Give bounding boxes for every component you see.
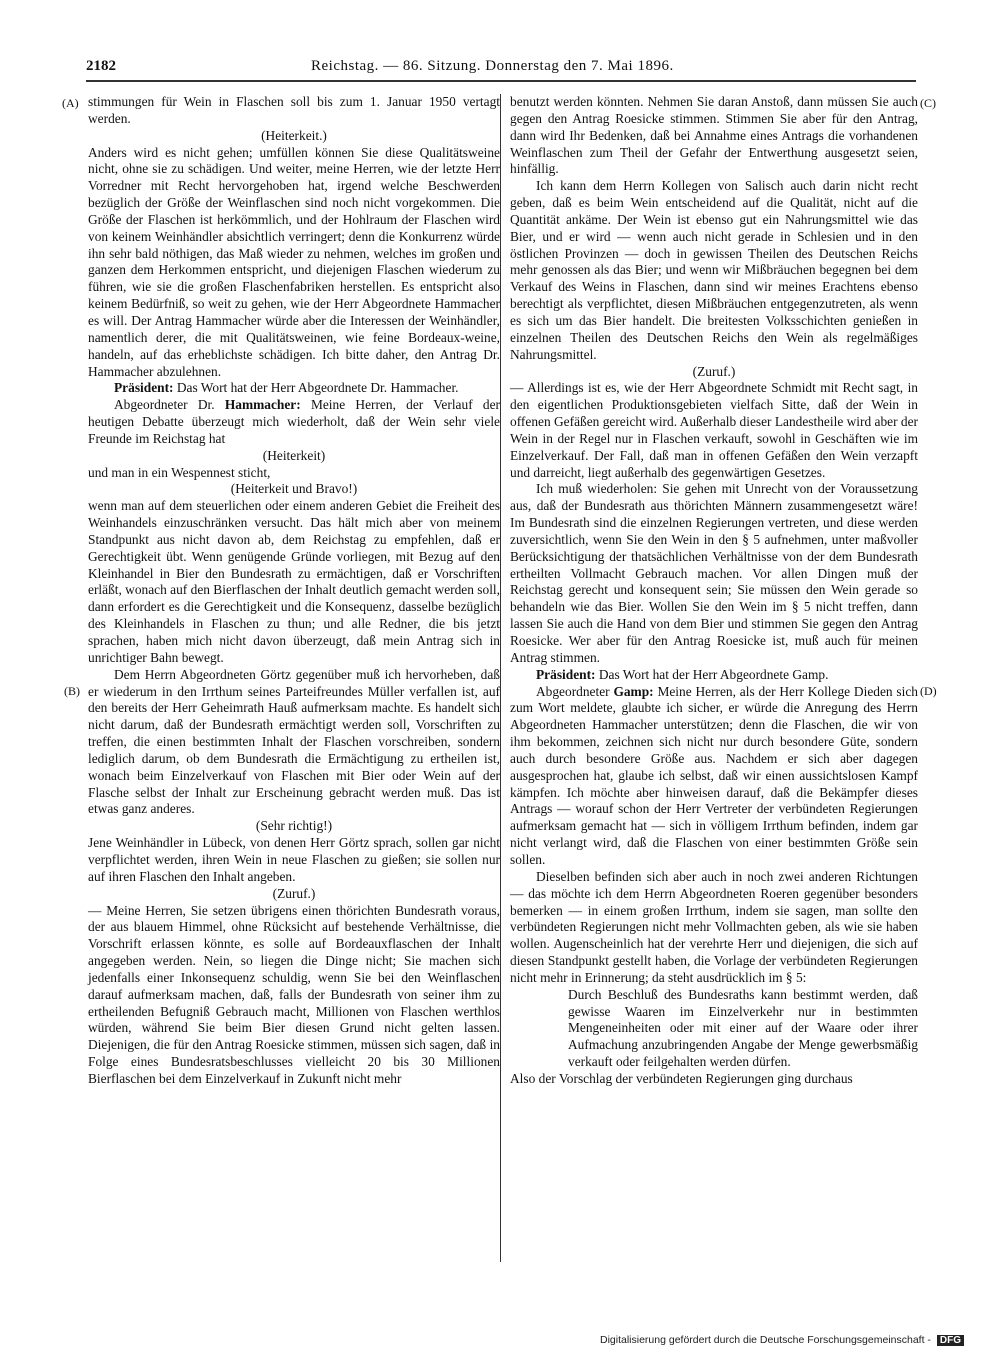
left-column bbox=[88, 94, 500, 1088]
paragraph: wenn man auf dem steuerlichen oder einem anderen Gebiet die Freiheit des Weinhandels einzuschränken versucht. Das hält mich aber von meinem Standpunkt aus nicht davon ab, dem Reichstag zu empfehlen, daß er Gerechtigkeit übt. Wenn genügende Gründe vorliegen, mit Bezug auf den Kleinhandel in Bier den Bundesrath zu ermächtigen, daß er Vorschriften erläßt, wonach auf den Bierflaschen der Inhalt deutlich gemacht werden soll, dann erfordert es die Gerechtigkeit und die Konsequenz, dasselbe bezüglich des Kleinhandels in Flaschen zu thun; und alle Redner, die bis jetzt sprachen, haben mich nicht davon überzeugt, daß mein Antrag sich in unrichtiger Bahn bewegt. bbox=[88, 498, 500, 665]
page-number: 2182 bbox=[86, 58, 116, 74]
speaker-label: Präsident: bbox=[536, 666, 596, 682]
paragraph: Jene Weinhändler in Lübeck, von denen Herr Görtz sprach, sollen gar nicht verpflichtet werden, ihren Wein in neue Flaschen zu gießen; sie sollen nur auf ihren Flaschen den Inhalt angeben. bbox=[88, 835, 500, 884]
speaker-paragraph bbox=[88, 397, 500, 448]
paragraph: und man in ein Wespennest sticht, bbox=[88, 464, 271, 480]
paragraph: Dieselben befinden sich aber auch in noch zwei anderen Richtungen — das möchte ich dem Herrn Abgeordneten Roeren gegenüber besonders bemerken — in einem großen Irrthum, indem sie sagen, man sollte den verbündeten Regierungen nicht mehr Vollmachten geben, als wie sie haben wollen. Augenscheinlich hat der verehrte Herr und diejenigen, die sich auf diesen Standpunkt gestellt haben, die Vorlage der verbündeten Regierungen nicht mehr in Erinnerung; da steht ausdrücklich im § 5: bbox=[510, 868, 918, 985]
footer-text: Digitalisierung gefördert durch die Deutsche Forschungsgemeinschaft - bbox=[600, 1334, 931, 1346]
speaker-paragraph bbox=[88, 380, 500, 397]
paragraph: Also der Vorschlag der verbündeten Regierungen ging durchaus bbox=[510, 1070, 853, 1086]
dfg-logo: DFG bbox=[937, 1335, 964, 1346]
paragraph: Anders wird es nicht gehen; umfüllen können Sie diese Qualitätsweine nicht, ohne sie zu schädigen. Und weiter, meine Herren, wie der letzte Herr Vorredner mit Recht hervorgehoben hat, irgend welche Beschwerden bezüglich der Größe der Weinflaschen sind noch nicht vorgekommen. Die Größe der Flaschen ist herkömmlich, und der Hohlraum der Flaschen wird von keinem Weinhändler absichtlich verringert; denn die Konkurrenz würde ihn sehr bald nöthigen, das Maß wieder zu nehmen, welches im großen und ganzen dem Herkommen entspricht, und diejenigen Flaschen wiederum zu führen, wie sie die großen Flaschenfabriken herstellen. Es entspricht also keinem Bedürfniß, so weit zu gehen, wie der Herr Abgeordnete Hammacher es will. Der Antrag Hammacher würde aber die Interessen der Weinhändler, namentlich derer, die mit Qualitätsweinen, wie feine Bordeaux-weine, handeln, auf das erheblichste schädigen. Ich bitte daher, den Antrag Dr. Hammacher abzulehnen. bbox=[88, 144, 500, 379]
speaker-prefix: Abgeordneter Dr. bbox=[114, 397, 215, 413]
paragraph: benutzt werden könnten. Nehmen Sie daran Anstoß, dann müssen Sie auch gegen den Antrag Roesicke stimmen. Stimmen Sie aber für den Antrag, dann wird Ihr Bedenken, daß bei Annahme eines Antrags die vorhandenen Weinflaschen zum Theil der Gefahr der Entwerthung ausgesetzt seien, hinfällig. bbox=[510, 94, 918, 177]
running-head: Reichstag. — 86. Sitzung. Donnerstag den 7. Mai 1896. bbox=[311, 58, 674, 74]
margin-marker-c: (C) bbox=[920, 96, 936, 110]
speaker-paragraph bbox=[510, 667, 918, 684]
footer bbox=[600, 1334, 964, 1346]
interjection: (Zuruf.) bbox=[272, 885, 316, 901]
margin-marker-b: (B) bbox=[64, 684, 80, 698]
page-header bbox=[86, 58, 916, 80]
paragraph: — Meine Herren, Sie setzen übrigens einen thörichten Bundesrath voraus, der aus blauem Himmel, ohne Rücksicht auf bestehende Verhältnisse, die Vorschrift erlassen könnte, es solle auf Bordeauxflaschen der Inhalt angegeben werden. Nein, so liegen die Dinge nicht; Sie machen sich jedenfalls einer Inkonsequenz schuldig, wenn Sie bei den Weinflaschen darauf aufmerksam machen, daß, falls der Bundesrath von seiner ihm zu ertheilenden Befugniß Gebrauch macht, Millionen von Flaschen werthlos würden, während Sie beim Bier diesen Grund nicht gelten lassen. Diejenigen, die für den Antrag Roesicke stimmen, müssen sich sagen, daß in Folge eines Bundesratsbeschlusses vielleicht 20 bis 30 Millionen Bierflaschen bei dem Einzelverkauf in Zukunft nicht mehr bbox=[88, 902, 500, 1086]
speaker-text: Das Wort hat der Herr Abgeordnete Gamp. bbox=[598, 666, 829, 682]
speaker-name: Hammacher: bbox=[224, 397, 301, 413]
paragraph: — Allerdings ist es, wie der Herr Abgeordnete Schmidt mit Recht sagt, in den eigentlichen Produktionsgebieten vielfach Sitte, daß der Wein in offenen Gefäßen gereicht wird. Außerhalb dieser Landestheile wird aber der Wein in der Regel nur in Flaschen verkauft, sowohl in Geschäften wie im Einzelverkauf. Der Fall, daß man in offenen Gefäßen den Wein verzapft und darreicht, liegt außerhalb des gegenwärtigen Gesetzes. bbox=[510, 380, 918, 480]
paragraph: Ich kann dem Herrn Kollegen von Salisch auch darin nicht recht geben, daß es beim Wein entscheidend auf die Qualität, nicht auf die Quantität ankäme. Der Wein ist ebenso gut ein Nahrungsmittel wie das Bier, und er wird — wenn auch nicht gerade in Schlesien und in den östlichen Provinzen — doch in gewissen Theilen des Deutschen Reichs mehr genossen als das Bier; und wenn wir Mißbräuchen begegnen bei dem Verkauf des Weins in Flaschen, dann sind wir meines Erachtens ebenso berechtigt als verpflichtet, diesen Mißbräuchen entgegenzutreten, als wenn es sich um das Bier handelt. Die breitesten Volksschichten genießen in einzelnen Theilen des Deutschen Reichs den Wein als regelmäßiges Nahrungsmittel. bbox=[510, 178, 918, 362]
interjection: (Sehr richtig!) bbox=[255, 818, 333, 834]
interjection: (Zuruf.) bbox=[692, 363, 736, 379]
right-column bbox=[510, 94, 918, 1088]
speaker-prefix: Abgeordneter bbox=[536, 683, 610, 699]
paragraph: stimmungen für Wein in Flaschen soll bis zum 1. Januar 1950 vertagt werden. bbox=[88, 94, 500, 126]
block-quote: Durch Beschluß des Bundesraths kann bestimmt werden, daß gewisse Waaren im Einzelverkehr nur in bestimmten Mengeneinheiten oder mit einer auf der Waare oder ihrer Aufmachung anzubringenden Angabe der Menge gewerbsmäßig verkauft oder feilgehalten werden dürfen. bbox=[568, 986, 918, 1070]
column-divider bbox=[500, 94, 501, 1262]
speaker-text: Meine Herren, als der Herr Kollege Dieden sich zum Wort meldete, glaubte ich sicher, er würde die Anregung des Herrn Abgeordneten Hammacher unterstützen; denn die Flaschen, die wir von ihm bekommen, zeichnen sich nicht nur durch besondere Güte, sondern auch durch besondere Größe aus. Nachdem er sich aber dagegen ausgesprochen hat, glaube ich selbst, daß wir einen aussichtslosen Kampf kämpfen. Ich möchte aber hinweisen darauf, daß die Bekämpfer dieses Antrags — worauf schon der Herr Vertreter der verbündeten Regierungen aufmerksam gemacht hat — sich in völligem Irrthum befinden, indem gar nicht verlangt wird, daß die Flaschen von einer bestimmten Größe sein sollen. bbox=[510, 683, 918, 867]
interjection: (Heiterkeit) bbox=[262, 447, 326, 463]
interjection: (Heiterkeit und Bravo!) bbox=[230, 481, 358, 497]
speaker-paragraph bbox=[510, 684, 918, 869]
margin-marker-d: (D) bbox=[920, 684, 937, 698]
speaker-text: Meine Herren, der Verlauf der heutigen Debatte überzeugt mich wiederholt, daß der Wein sehr viele Freunde im Reichstag hat bbox=[88, 397, 500, 446]
paragraph: Ich muß wiederholen: Sie gehen mit Unrecht von der Voraussetzung aus, daß der Bundesrath aus thörichten Männern zusammengesetzt wäre! Im Bundesrath sind die einzelnen Regierungen vertreten, und diese werden zuversichtlich, wenn Sie den Wein in den § 5 aufnehmen, unter maßvoller Berücksichtigung der thatsächlichen Verhältnisse von der dem Bundesrath ertheilten Vollmacht Gebrauch machen. Vor allen Dingen muß der Reichstag gerecht und konsequent sein; Sie müssen den Wein gerade so behandeln wie das Bier. Wollen Sie den Wein im § 5 nicht treffen, dann lassen Sie auch die Hand von dem Bier und stimmen Sie gegen den Antrag Roesicke. Wer aber für den Antrag Roesicke ist, muß auch für meinen Antrag stimmen. bbox=[510, 481, 918, 665]
speaker-label: Präsident: bbox=[114, 380, 174, 396]
paragraph: Dem Herrn Abgeordneten Görtz gegenüber muß ich hervorheben, daß er wiederum in den Irrthum seines Parteifreundes Müller verfallen ist, auf den bereits der Herr Geheimrath Hauß aufmerksam machte. Es handelt sich nicht darum, daß der Bundesrath ermächtigt werden soll, Vorschriften zu treffen, die einen bestimmten Inhalt der Flaschen vorschreiben, sondern lediglich darum, ob dem Bundesrath die Ermächtigung zu ertheilen ist, wonach beim Einzelverkauf von Flaschen mit Bier oder Wein auf der Flasche selbst der Inhalt zur Erscheinung gebracht werden muß. Das ist etwas ganz anderes. bbox=[88, 666, 500, 817]
speaker-name: Gamp: bbox=[613, 683, 654, 699]
interjection: (Heiterkeit.) bbox=[261, 127, 327, 143]
speaker-text: Das Wort hat der Herr Abgeordnete Dr. Hammacher. bbox=[176, 380, 459, 396]
header-rule bbox=[86, 80, 916, 82]
margin-marker-a: (A) bbox=[62, 96, 79, 110]
